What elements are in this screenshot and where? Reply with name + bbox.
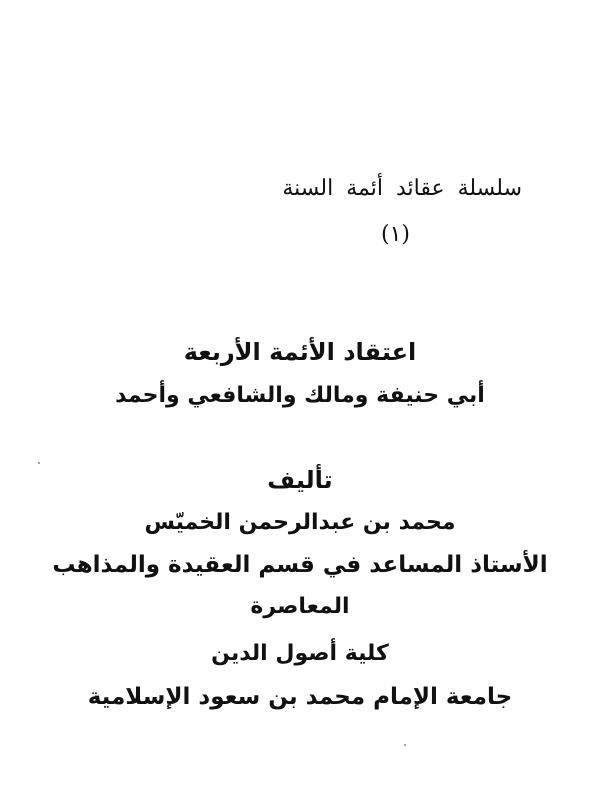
author-name: محمد بن عبدالرحمن الخميّس [144, 510, 456, 535]
author-label: تأليف [267, 466, 333, 494]
series-title: سلسلة عقائد أئمة السنة [282, 176, 522, 201]
series-number: (١) [380, 222, 410, 247]
university-name: جامعة الإمام محمد بن سعود الإسلامية [87, 684, 513, 710]
author-position-continued: المعاصرة [250, 594, 350, 619]
scan-speck [38, 462, 40, 464]
college-name: كلية أصول الدين [211, 641, 389, 666]
book-title: اعتقاد الأئمة الأربعة [183, 338, 417, 366]
author-position: الأستاذ المساعد في قسم العقيدة والمذاهب [52, 552, 548, 578]
book-subtitle: أبي حنيفة ومالك والشافعي وأحمد [115, 383, 485, 408]
scan-speck [404, 744, 406, 746]
